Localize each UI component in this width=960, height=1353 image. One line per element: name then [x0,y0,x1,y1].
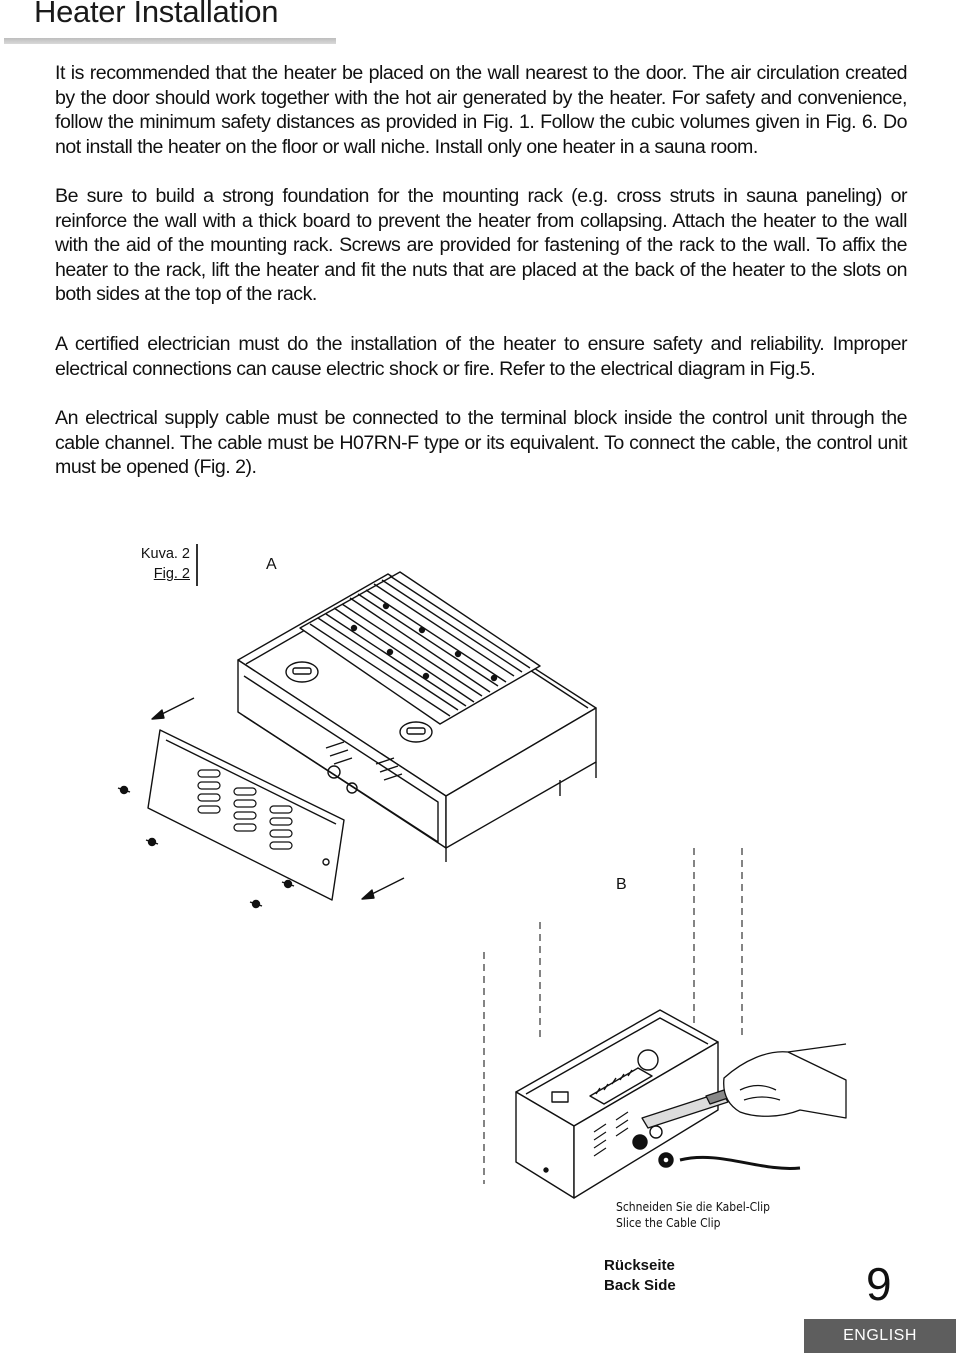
figure-label-fi: Kuva. 2 [140,546,190,562]
back-side-de: Rückseite [604,1257,675,1274]
part-a-label: A [266,556,277,573]
cut-caption-de: Schneiden Sie die Kabel-Clip [616,1200,771,1214]
paragraph-supply-cable: An electrical supply cable must be connected to the terminal block inside the control unit through the cable channel. The cable must be H07RN-F type or its equivalent. To connect the cable, the control unit must be opened (Fig. 2). [55,407,907,478]
paragraph-mounting-rack: Be sure to build a strong foundation for the mounting rack (e.g. cross struts in sauna paneling) or reinforce the wall with a thick board to prevent the heater from collapsing. Attach the heater to the wall with the aid of the mounting rack. Screws are provided for fastening of the rack to the wall. To affix the heater to the rack, lift the heater and fit the nuts that are placed at the back of the heater to the slots on both sides at the top of the rack. [55,185,907,305]
figure-label-en: Fig. 2 [153,566,190,582]
page-title: Heater Installation [34,0,279,29]
back-side-label [604,1256,676,1296]
paragraph-placement: It is recommended that the heater be placed on the wall nearest to the door. The air circulation created by the door should work together with the hot air generated by the heater. For safety and convenience, follow the minimum safety distances as provided in Fig. 1. Follow the cubic volumes given in Fig. 6. Do not install the heater on the floor or wall niche. Install only one heater in a sauna room. [55,62,907,158]
cut-caption-en: Slice the Cable Clip [616,1216,721,1230]
cut-caption [616,1199,770,1231]
page-number: 9 [866,1258,892,1310]
back-side-en: Back Side [604,1277,676,1294]
paragraph-electrician: A certified electrician must do the installation of the heater to ensure safety and reliability. Improper electrical connections can cause electric shock or fire. Refer to the electrical diagram in Fig.5. [55,333,907,380]
language-badge: ENGLISH [804,1319,956,1353]
part-b-label: B [616,876,627,893]
